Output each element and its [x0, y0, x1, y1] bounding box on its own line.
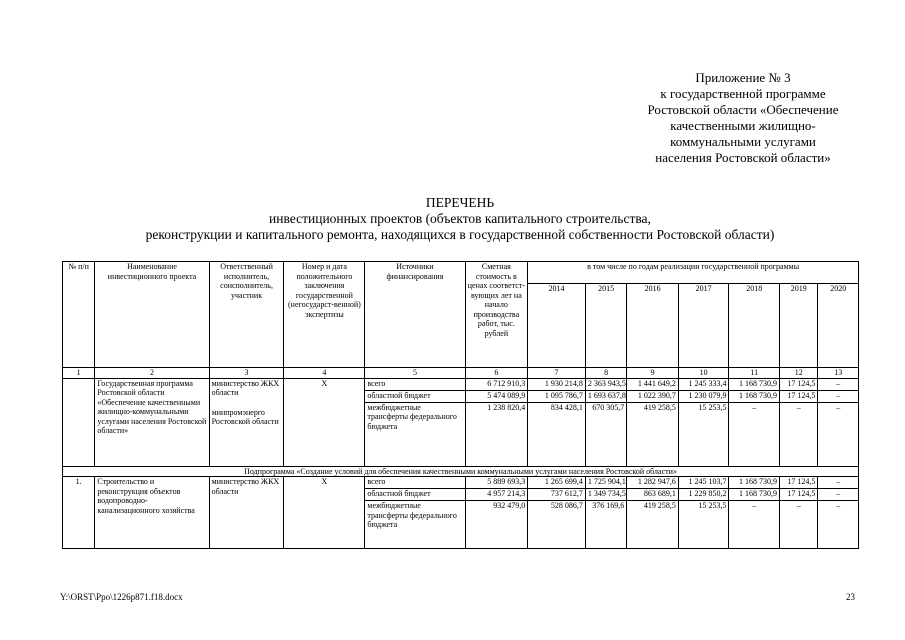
- year-value: 2 363 943,5: [585, 378, 626, 390]
- header-responsible: Ответственный исполнитель, соисполнитель, участник: [209, 262, 284, 368]
- row-num: [63, 378, 95, 466]
- source-cell: всего: [365, 378, 465, 390]
- cost-cell: 5 889 693,3: [465, 477, 528, 489]
- title-heading: ПЕРЕЧЕНЬ: [425, 195, 495, 210]
- year-value: 419 258,5: [627, 501, 679, 549]
- header-years-group: в том числе по годам реализации государственной программы: [528, 262, 859, 284]
- header-expertise: Номер и дата положительного заключения государственной (негосударст-венной) экспертизы: [284, 262, 365, 368]
- year-value: 1 725 904,1: [585, 477, 626, 489]
- year-value: 1 168 730,9: [729, 477, 780, 489]
- investment-projects-table: [62, 261, 859, 549]
- year-value: 834 428,1: [528, 402, 586, 466]
- cost-cell: 6 712 910,3: [465, 378, 528, 390]
- appendix-line: коммунальными услугами: [670, 134, 816, 149]
- col-number: 6: [465, 368, 528, 379]
- subprogram-row: [63, 466, 859, 477]
- header-year: 2016: [627, 284, 679, 368]
- year-value: 1 095 786,7: [528, 390, 586, 402]
- year-value: –: [780, 402, 818, 466]
- year-value: 528 086,7: [528, 501, 586, 549]
- cost-cell: 5 474 089,9: [465, 390, 528, 402]
- subprogram-title: Подпрограмма «Создание условий для обеспечения качественными коммунальными услугами населения Ростовской области»: [63, 466, 859, 477]
- title-line-2: реконструкции и капитального ремонта, находящихся в государственной собственности Ростовской области): [145, 227, 775, 242]
- header-num: № п/п: [63, 262, 95, 368]
- source-cell: всего: [365, 477, 465, 489]
- col-number: 7: [528, 368, 586, 379]
- appendix-line: Ростовской области «Обеспечение: [647, 102, 839, 117]
- year-value: 376 169,6: [585, 501, 626, 549]
- responsible-cell: [209, 378, 284, 466]
- appendix-line: населения Ростовской области»: [655, 150, 831, 165]
- responsible-secondary: минпромэнерго Ростовской области: [211, 407, 279, 426]
- header-year: 2017: [678, 284, 729, 368]
- table-row: [63, 477, 859, 489]
- year-value: –: [729, 402, 780, 466]
- year-value: 1 230 079,9: [678, 390, 729, 402]
- responsible-primary: министерство ЖКХ области: [209, 477, 284, 549]
- year-value: –: [818, 501, 859, 549]
- header-year: 2014: [528, 284, 586, 368]
- year-value: –: [818, 402, 859, 466]
- col-number: 12: [780, 368, 818, 379]
- document-title: [60, 195, 860, 243]
- appendix-line: к государственной программе: [660, 86, 826, 101]
- year-value: 1 168 730,9: [729, 390, 780, 402]
- year-value: 1 693 637,8: [585, 390, 626, 402]
- expertise-cell: Х: [284, 378, 365, 466]
- header-cost: Сметная стоимость в ценах соответст-вующих лет на начало производства работ, тыс. рублей: [465, 262, 528, 368]
- cost-cell: 932 479,0: [465, 501, 528, 549]
- col-number: 1: [63, 368, 95, 379]
- year-value: –: [818, 477, 859, 489]
- col-number: 9: [627, 368, 679, 379]
- appendix-block: [618, 70, 868, 166]
- column-number-row: [63, 368, 859, 379]
- col-number: 2: [95, 368, 209, 379]
- source-cell: областной бюджет: [365, 390, 465, 402]
- year-value: –: [818, 489, 859, 501]
- year-value: 1 168 730,9: [729, 378, 780, 390]
- year-value: 1 930 214,8: [528, 378, 586, 390]
- year-value: 419 258,5: [627, 402, 679, 466]
- year-value: 1 282 947,6: [627, 477, 679, 489]
- col-number: 4: [284, 368, 365, 379]
- cost-cell: 1 238 820,4: [465, 402, 528, 466]
- source-cell: межбюджетные трансферты федерального бюджета: [365, 402, 465, 466]
- year-value: 17 124,5: [780, 489, 818, 501]
- row-num: 1.: [63, 477, 95, 549]
- year-value: –: [729, 501, 780, 549]
- responsible-primary: министерство ЖКХ области: [211, 378, 280, 397]
- header-name: Наименование инвестиционного проекта: [95, 262, 209, 368]
- table-row: [63, 378, 859, 390]
- header-sources: Источники финансирования: [365, 262, 465, 368]
- year-value: 17 124,5: [780, 378, 818, 390]
- year-value: 17 124,5: [780, 390, 818, 402]
- header-year: 2019: [780, 284, 818, 368]
- year-value: 863 689,1: [627, 489, 679, 501]
- year-value: 1 349 734,5: [585, 489, 626, 501]
- year-value: 1 168 730,9: [729, 489, 780, 501]
- title-line-1: инвестиционных проектов (объектов капитального строительства,: [269, 211, 651, 226]
- expertise-cell: Х: [284, 477, 365, 549]
- year-value: 1 229 850,2: [678, 489, 729, 501]
- appendix-line: Приложение № 3: [695, 70, 791, 85]
- header-year: 2015: [585, 284, 626, 368]
- col-number: 10: [678, 368, 729, 379]
- year-value: 737 612,7: [528, 489, 586, 501]
- col-number: 11: [729, 368, 780, 379]
- source-cell: областной бюджет: [365, 489, 465, 501]
- year-value: 1 022 390,7: [627, 390, 679, 402]
- year-value: 1 245 333,4: [678, 378, 729, 390]
- year-value: 1 245 103,7: [678, 477, 729, 489]
- source-cell: межбюджетные трансферты федерального бюджета: [365, 501, 465, 549]
- col-number: 5: [365, 368, 465, 379]
- year-value: –: [780, 501, 818, 549]
- header-year: 2018: [729, 284, 780, 368]
- year-value: 17 124,5: [780, 477, 818, 489]
- year-value: 1 265 699,4: [528, 477, 586, 489]
- year-value: –: [818, 390, 859, 402]
- header-year: 2020: [818, 284, 859, 368]
- cost-cell: 4 957 214,3: [465, 489, 528, 501]
- col-number: 8: [585, 368, 626, 379]
- project-name: Строительство и реконструкция объектов водопроводно-канализационного хозяйства: [95, 477, 209, 549]
- col-number: 13: [818, 368, 859, 379]
- year-value: 1 441 649,2: [627, 378, 679, 390]
- page-number: 23: [846, 592, 855, 602]
- project-name: Государственная программа Ростовской области «Обеспечение качественными жилищно-коммунальными услугами населения Ростовской области»: [95, 378, 209, 466]
- col-number: 3: [209, 368, 284, 379]
- year-value: –: [818, 378, 859, 390]
- year-value: 15 253,5: [678, 402, 729, 466]
- year-value: 15 253,5: [678, 501, 729, 549]
- file-path: Y:\ORST\Ppo\1226p871.f18.docx: [60, 592, 183, 602]
- appendix-line: качественными жилищно-: [670, 118, 816, 133]
- year-value: 670 305,7: [585, 402, 626, 466]
